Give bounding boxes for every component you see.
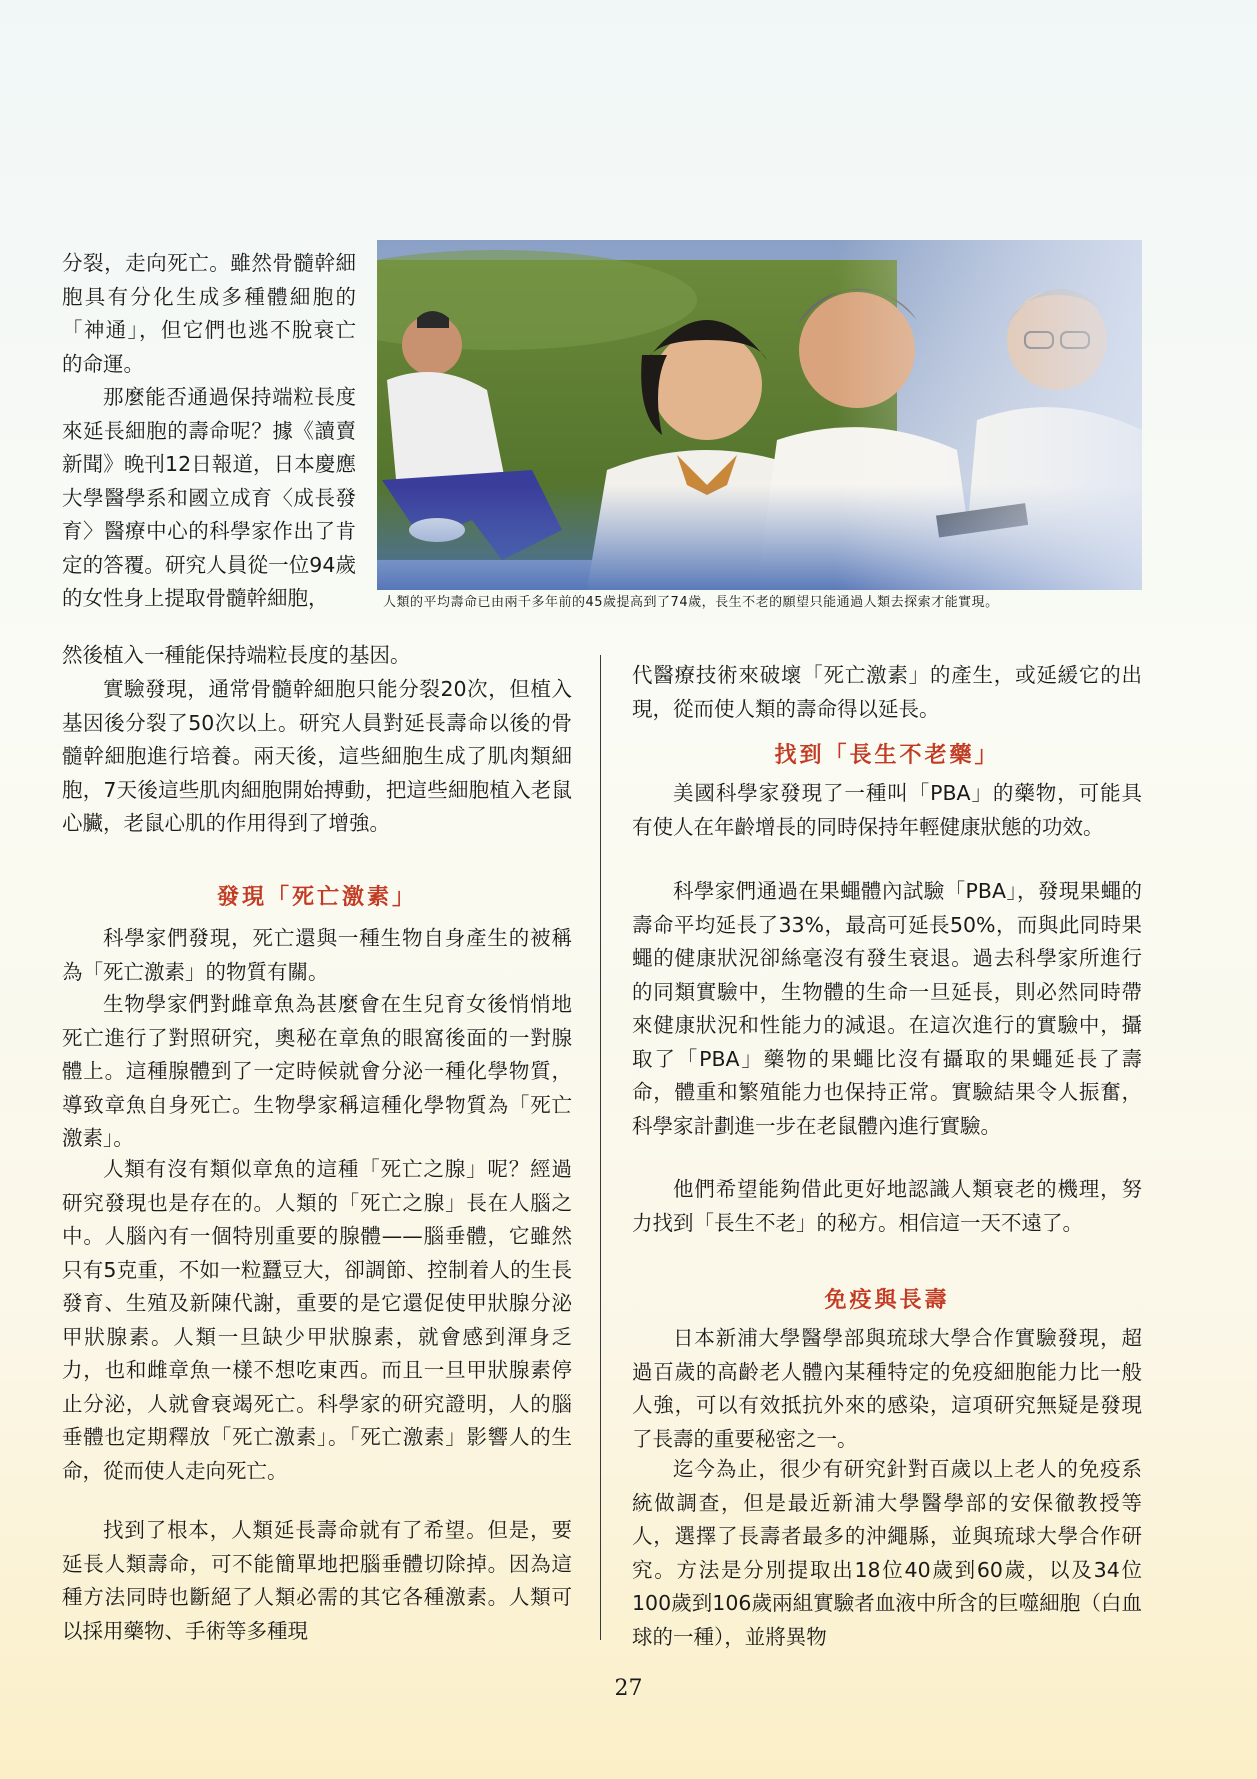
paragraph: 科學家們通過在果蠅體內試驗「PBA」，發現果蠅的壽命平均延長了33%，最高可延長50%，而與此同時果蠅的健康狀況卻絲毫沒有發生衰退。過去科學家所進行的同類實驗中，生物體的生命一旦延長，則必然同時帶來健康狀況和性能力的減退。在這次進行的實驗中，攝取了「PBA」藥物的果蠅比沒有攝取的果蠅延長了壽命，體重和繁殖能力也保持正常。實驗結果令人振奮，科學家計劃進一步在老鼠體內進行實驗。 bbox=[632, 879, 1142, 1138]
section-heading: 發現「死亡激素」 bbox=[216, 884, 417, 910]
elderly-people-photo bbox=[377, 240, 1142, 590]
paragraph: 科學家們發現，死亡還與一種生物自身產生的被稱為「死亡激素」的物質有關。 bbox=[62, 926, 572, 984]
paragraph: 實驗發現，通常骨髓幹細胞只能分裂20次，但植入基因後分裂了50次以上。研究人員對延長壽命以後的骨髓幹細胞進行培養。兩天後，這些細胞生成了肌肉類細胞，7天後這些肌肉細胞開始搏動，把這些細胞植入老鼠心臟，老鼠心肌的作用得到了增強。 bbox=[62, 677, 572, 835]
section-heading: 免疫與長壽 bbox=[824, 1287, 950, 1313]
paragraph: 美國科學家發現了一種叫「PBA」的藥物，可能具有使人在年齡增長的同時保持年輕健康狀態的功效。 bbox=[632, 781, 1142, 839]
paragraph: 那麼能否通過保持端粒長度來延長細胞的壽命呢？據《讀賣新聞》晚刊12日報道，日本慶應大學醫學系和國立成育〈成長發育〉醫療中心的科學家作出了肯定的答覆。研究人員從一位94歲的女性身上提取骨髓幹細胞， bbox=[62, 385, 356, 610]
photo-caption: 人類的平均壽命已由兩千多年前的45歲提高到了74歲，長生不老的願望只能通過人類去探索才能實現。 bbox=[383, 595, 999, 610]
paragraph: 日本新浦大學醫學部與琉球大學合作實驗發現，超過百歲的高齡老人體內某種特定的免疫細胞能力比一般人強，可以有效抵抗外來的感染，這項研究無疑是發現了長壽的重要秘密之一。 bbox=[632, 1326, 1142, 1451]
paragraph: 找到了根本，人類延長壽命就有了希望。但是，要延長人類壽命，可不能簡單地把腦垂體切除掉。因為這種方法同時也斷絕了人類必需的其它各種激素。人類可以採用藥物、手術等多種現 bbox=[62, 1518, 572, 1643]
paragraph: 然後植入一種能保持端粒長度的基因。 bbox=[62, 643, 411, 667]
paragraph: 人類有沒有類似章魚的這種「死亡之腺」呢？經過研究發現也是存在的。人類的「死亡之腺」長在人腦之中。人腦內有一個特別重要的腺體——腦垂體，它雖然只有5克重，不如一粒蠶豆大，卻調節、控制着人的生長發育、生殖及新陳代謝，重要的是它還促使甲狀腺分泌甲狀腺素。人類一旦缺少甲狀腺素，就會感到渾身乏力，也和雌章魚一樣不想吃東西。而且一旦甲狀腺素停止分泌，人就會衰竭死亡。科學家的研究證明，人的腦垂體也定期釋放「死亡激素」。「死亡激素」影響人的生命，從而使人走向死亡。 bbox=[62, 1157, 572, 1483]
page-number: 27 bbox=[614, 1676, 643, 1701]
paragraph: 迄今為止，很少有研究針對百歲以上老人的免疫系統做調查，但是最近新浦大學醫學部的安保徹教授等人，選擇了長壽者最多的沖繩縣，並與琉球大學合作研究。方法是分別提取出18位40歲到60歲，以及34位100歲到106歲兩組實驗者血液中所含的巨噬細胞（白血球的一種），並將異物 bbox=[632, 1457, 1142, 1649]
column-divider bbox=[600, 655, 601, 1640]
paragraph: 他們希望能夠借此更好地認識人類衰老的機理，努力找到「長生不老」的秘方。相信這一天不遠了。 bbox=[632, 1177, 1142, 1235]
section-heading: 找到「長生不老藥」 bbox=[774, 742, 1000, 768]
paragraph: 代醫療技術來破壞「死亡激素」的產生，或延緩它的出現，從而使人類的壽命得以延長。 bbox=[632, 663, 1142, 721]
paragraph: 生物學家們對雌章魚為甚麼會在生兒育女後悄悄地死亡進行了對照研究，奧秘在章魚的眼窩後面的一對腺體上。這種腺體到了一定時候就會分泌一種化學物質，導致章魚自身死亡。生物學家稱這種化學物質為「死亡激素」。 bbox=[62, 992, 572, 1150]
paragraph: 分裂，走向死亡。雖然骨髓幹細胞具有分化生成多種體細胞的「神通」，但它們也逃不脫衰亡的命運。 bbox=[62, 251, 356, 376]
